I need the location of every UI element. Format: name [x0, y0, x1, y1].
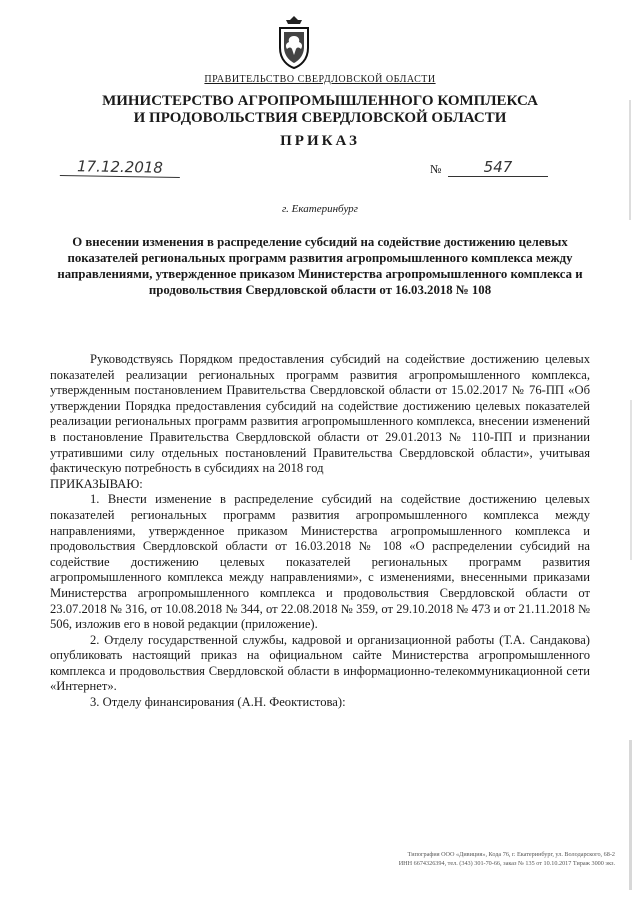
order-label: ПРИКАЗ [280, 133, 360, 149]
ministry-name-line-1: МИНИСТЕРСТВО АГРОПРОМЫШЛЕННОГО КОМПЛЕКСА [102, 93, 538, 109]
ministry-name-line-2: И ПРОДОВОЛЬСТВИЯ СВЕРДЛОВСКОЙ ОБЛАСТИ [133, 110, 507, 126]
scan-edge-marks [628, 100, 634, 900]
footer-line-1: Типография ООО «Дивиция», Кода 76, г. Екатеринбург, ул. Володарского, 68-2 [407, 851, 615, 858]
preamble-paragraph: Руководствуясь Порядком предоставления субсидий на содействие достижению целевых показателей реализации региональных программ развития агропромышленного комплекса, утвержденным постановлением Правительства Свердловской области от 15.02.2017 № 76-ПП «Об утверждении Порядка предоставления субсидий на содействие достижению целевых показателей реализации региональных программ развития агропромышленного комплекса, внесении изменений в постановление Правительства Свердловской области от 29.01.2013 № 110-ПП и признании утратившими силу отдельных постановлений Правительства Свердловской области», учитывая фактическую потребность в субсидиях на 2018 год [50, 352, 590, 476]
government-name: ПРАВИТЕЛЬСТВО СВЕРДЛОВСКОЙ ОБЛАСТИ [204, 74, 436, 85]
sverdlovsk-coat-of-arms-icon [272, 14, 316, 70]
city: г. Екатеринбург [282, 203, 358, 215]
document-title: О внесении изменения в распределение субсидий на содействие достижению целевых показателей региональных программ развития агропромышленного комплекса между направлениями, утвержденное приказом Министерства агропромышленного комплекса и продовольствия Свердловской области от 16.03.2018 № 108 [57, 235, 583, 297]
orders-word: ПРИКАЗЫВАЮ: [50, 476, 143, 491]
order-number: 547 [448, 158, 548, 177]
printing-footer [305, 850, 615, 868]
document-body [50, 352, 590, 711]
order-item-2: 2. Отделу государственной службы, кадровой и организационной работы (Т.А. Сандакова) опубликовать настоящий приказ на официальном сайте Министерства агропромышленного комплекса и продовольствия Свердловской области в информационно-телекоммуникационной сети «Интернет». [50, 632, 590, 694]
order-date: 17.12.2018 [60, 157, 180, 178]
ministry-name [0, 93, 640, 127]
order-item-3: 3. Отделу финансирования (А.Н. Феоктистова): [90, 695, 346, 710]
order-item-1: 1. Внести изменение в распределение субсидий на содействие достижению целевых показателей региональных программ развития агропромышленного комплекса между направлениями, утвержденное приказом Министерства агропромышленного комплекса и продовольствия Свердловской области от 16.03.2018 № 108 «О распределении субсидий на содействие достижению целевых показателей региональных программ развития агропромышленного комплекса между направлениями», с изменениями, внесенными приказами Министерства агропромышленного комплекса и продовольствия Свердловской области от 23.07.2018 № 316, от 10.08.2018 № 344, от 22.08.2018 № 359, от 29.10.2018 № 473 и от 21.11.2018 № 506, изложив его в новой редакции (приложение). [50, 492, 590, 632]
footer-line-2: ИНН 6674326394, тел. (343) 301-70-66, заказ № 135 от 10.10.2017 Тираж 3000 экз. [398, 860, 615, 867]
order-number-label: № [430, 162, 442, 176]
